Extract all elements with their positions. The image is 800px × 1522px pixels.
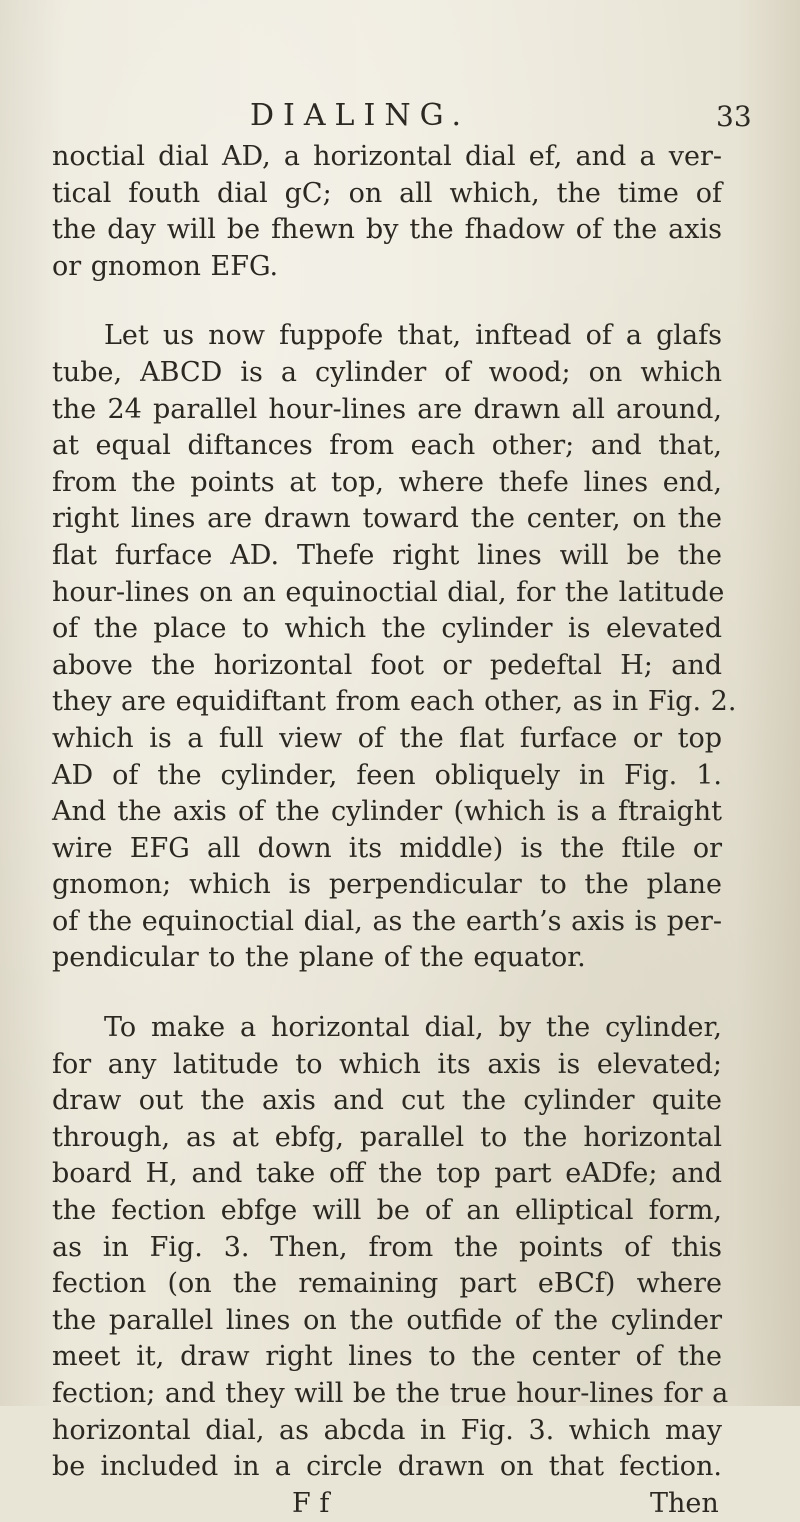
- text-line: through, as at ebfg, parallel to the horizontal: [52, 1121, 722, 1153]
- page-footer: [52, 1486, 722, 1522]
- text-line: fection; and they will be the true hour-lines for a: [52, 1378, 729, 1409]
- text-line: for any latitude to which its axis is elevated;: [52, 1048, 722, 1080]
- text-line: the day will be fhewn by the fhadow of the axis: [52, 214, 722, 246]
- text-line: flat furface AD. Thefe right lines will be the: [52, 539, 722, 571]
- text-line: draw out the axis and cut the cylinder quite: [52, 1085, 722, 1117]
- text-line: board H, and take off the top part eADfe; and: [52, 1158, 722, 1190]
- text-line: tube, ABCD is a cylinder of wood; on which: [52, 356, 722, 388]
- text-line: pendicular to the plane of the equator.: [52, 942, 586, 974]
- text-line: as in Fig. 3. Then, from the points of this: [52, 1231, 722, 1263]
- text-line: the 24 parallel hour-lines are drawn all around,: [52, 393, 722, 425]
- text-line: the parallel lines on the outfide of the cylinder: [52, 1304, 722, 1336]
- text-line: at equal diftances from each other; and that,: [52, 430, 722, 462]
- text-line: noctial dial AD, a horizontal dial ef, and a ver-: [52, 141, 722, 172]
- text-line: And the axis of the cylinder (which is a ftraight: [52, 796, 722, 828]
- text-line: gnomon; which is perpendicular to the plane: [52, 869, 722, 901]
- text-line: or gnomon EFG.: [52, 250, 279, 282]
- text-line: tical fouth dial gC; on all which, the time of: [52, 177, 722, 209]
- paragraph-2: [52, 318, 737, 977]
- text-line: horizontal dial, as abcda in Fig. 3. which may: [52, 1414, 722, 1446]
- signature-mark: F f: [292, 1487, 330, 1519]
- text-line: above the horizontal foot or pedeftal H; and: [52, 649, 722, 681]
- running-head: DIALING.: [249, 98, 471, 133]
- text-line: right lines are drawn toward the center, on the: [52, 503, 722, 535]
- text-line: they are equidiftant from each other, as in Fig. 2.: [52, 686, 737, 718]
- text-line: be included in a circle drawn on that fection.: [52, 1451, 722, 1483]
- text-line: of the equinoctial dial, as the earth’s axis is per-: [52, 905, 722, 937]
- body-text: [52, 139, 737, 1522]
- text-line: AD of the cylinder, feen obliquely in Fig. 1.: [52, 759, 722, 791]
- catchword: Then: [650, 1487, 719, 1519]
- text-line: hour-lines on an equinoctial dial, for the latitude: [52, 576, 725, 608]
- paragraph-1: [52, 139, 722, 285]
- paragraph-3: [52, 1010, 729, 1486]
- text-line: which is a full view of the flat furface or top: [52, 722, 722, 754]
- text-line: To make a horizontal dial, by the cylinder,: [104, 1012, 722, 1044]
- text-line: of the place to which the cylinder is elevated: [52, 613, 722, 645]
- text-line: meet it, draw right lines to the center of the: [52, 1341, 722, 1373]
- text-line: from the points at top, where thefe lines end,: [52, 466, 722, 498]
- text-line: fection (on the remaining part eBCf) where: [52, 1268, 722, 1300]
- text-line: Let us now fuppofe that, inftead of a glafs: [104, 320, 722, 352]
- page-number: 33: [716, 100, 752, 133]
- text-line: wire EFG all down its middle) is the ftile or: [52, 832, 722, 864]
- text-line: the fection ebfge will be of an elliptical form,: [52, 1195, 722, 1227]
